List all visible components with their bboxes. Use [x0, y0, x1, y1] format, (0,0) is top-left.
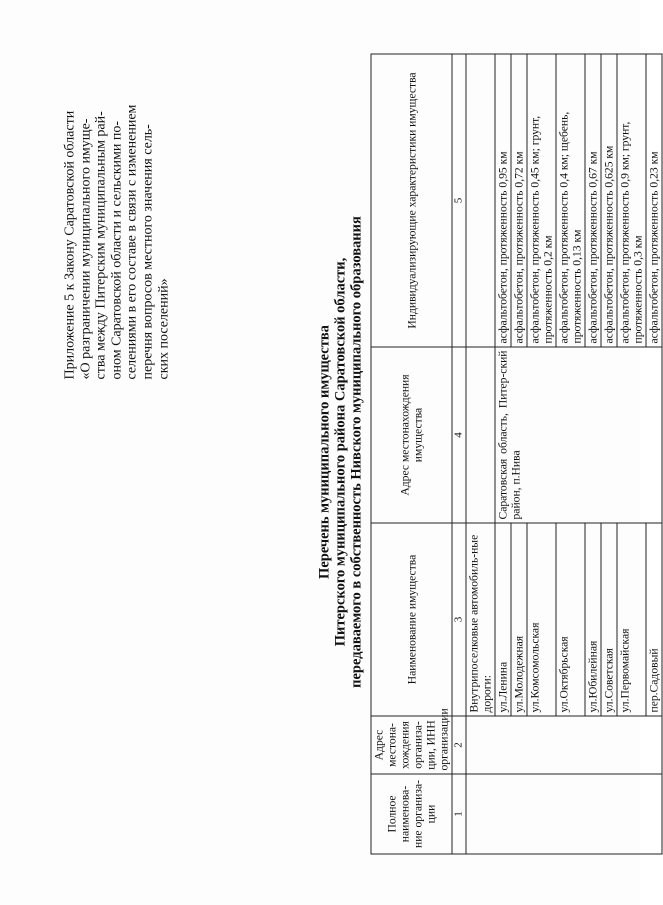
appendix-line: оном Саратовской области и сельскими по-: [109, 120, 125, 380]
header-property-name: Наименование имущества: [371, 523, 452, 716]
header-property-address: Адрес местонахождения имущества: [371, 347, 452, 523]
column-number: 5: [452, 54, 466, 347]
property-characteristics: асфальтобетон, протяженность 0,4 км; щебень, протяженность 0,13 км: [556, 54, 585, 347]
section-label: Внутрипоселковые автомобиль-ные дороги:: [466, 523, 495, 716]
appendix-line: ства между Питерским муниципальным рай-: [93, 111, 109, 380]
header-organization-name: Полное наименова-ние организа-ции: [371, 774, 452, 854]
appendix-line: селениями в его составе в связи с изменением: [124, 104, 140, 380]
rotated-landscape-sheet: [1, 0, 661, 905]
table-header-row: [371, 54, 452, 854]
table-row: [466, 54, 495, 854]
organization-name-cell: [466, 774, 662, 854]
header-characteristics: Индивидуализирующие характеристики имущества: [371, 54, 452, 347]
title-line: передаваемого в собственность Нивского муниципального образования: [348, 216, 365, 688]
appendix-note: [63, 55, 172, 380]
property-name: ул.Первомайская: [617, 523, 646, 716]
property-characteristics: асфальтобетон, протяженность 0,23 км: [646, 54, 662, 347]
property-table: [371, 54, 663, 855]
property-name: ул.Молодежная: [511, 523, 527, 716]
title-line: Питерского муниципального района Саратовской области,: [332, 257, 349, 647]
header-organization-address: Адрес местона-хождения организа-ции, ИНН организации: [371, 716, 452, 774]
characteristics-cell: [466, 54, 495, 347]
column-number: 4: [452, 347, 466, 523]
property-name: ул.Комсомольская: [527, 523, 556, 716]
property-characteristics: асфальтобетон, протяженность 0,9 км; грунт, протяженность 0,3 км: [617, 54, 646, 347]
property-name: пер.Садовый: [646, 523, 662, 716]
appendix-line: ских поселений»: [156, 278, 172, 380]
property-characteristics: асфальтобетон, протяженность 0,45 км; грунт, протяженность 0,2 км: [527, 54, 556, 347]
column-number: 3: [452, 523, 466, 716]
column-number: 1: [452, 774, 466, 854]
property-characteristics: асфальтобетон, протяженность 0,95 км: [495, 54, 511, 347]
property-address: Саратовская область, Питер-ский район, п.Нива: [495, 347, 662, 523]
appendix-line: Приложение 5 к Закону Саратовской области: [62, 110, 78, 380]
document-title: [317, 40, 365, 865]
property-characteristics: асфальтобетон, протяженность 0,625 км: [601, 54, 617, 347]
property-name: ул.Октябрьская: [556, 523, 585, 716]
property-address-cell: [466, 347, 495, 523]
appendix-line: перечня вопросов местного значения сель-: [140, 124, 156, 380]
property-name: ул.Ленина: [495, 523, 511, 716]
property-name: ул.Советская: [601, 523, 617, 716]
column-number-row: [452, 54, 466, 854]
property-characteristics: асфальтобетон, протяженность 0,67 км: [585, 54, 601, 347]
organization-address-cell: [466, 716, 662, 774]
appendix-line: «О разграничении муниципального имуще-: [78, 118, 94, 380]
property-characteristics: асфальтобетон, протяженность 0,72 км: [511, 54, 527, 347]
property-name: ул.Юбилейная: [585, 523, 601, 716]
title-line: Перечень муниципального имущества: [316, 325, 333, 579]
column-number: 2: [452, 716, 466, 774]
